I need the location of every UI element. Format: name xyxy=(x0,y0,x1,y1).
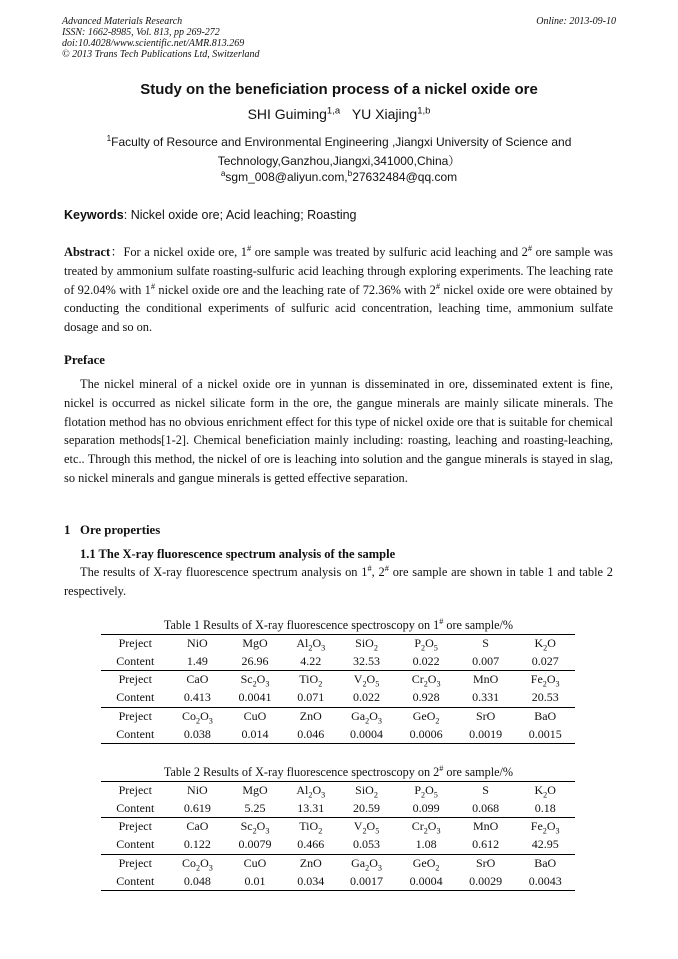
section-number: 1 xyxy=(64,523,71,537)
table-row xyxy=(101,873,575,891)
value-cell: 26.96 xyxy=(225,653,285,671)
table-row xyxy=(101,726,575,744)
abstract-text: ore sample was treated by sulfuric acid leaching and 2 xyxy=(251,245,528,259)
section-text: The results of X-ray fluorescence spectrum analysis on 1 xyxy=(80,565,368,579)
table-row xyxy=(101,671,575,689)
author-1-sup: 1,a xyxy=(326,105,341,117)
online-date: Online: 2013-09-10 xyxy=(536,16,616,27)
compound-cell: CaO xyxy=(186,672,209,687)
table-row xyxy=(101,635,575,653)
compound-cell: SrO xyxy=(475,855,496,870)
section-text: , 2 xyxy=(371,565,385,579)
preface-heading: Preface xyxy=(64,353,105,367)
abstract-text: For a nickel oxide ore, 1 xyxy=(123,245,247,259)
row-label: Preject xyxy=(118,672,152,687)
table-row xyxy=(101,854,575,872)
affiliation-line-1 xyxy=(0,135,678,149)
value-cell: 0.027 xyxy=(515,653,575,671)
compound-cell: $V_2O_5$ xyxy=(353,672,380,689)
value-cell: 0.0004 xyxy=(396,873,456,891)
row-label: Content xyxy=(101,653,170,671)
compound-cell: CaO xyxy=(186,819,209,834)
compound-cell: $Ga_2O_3$ xyxy=(351,708,382,726)
abstract-text: ore sample was treated by ammonium sulfate roasting-sulfuric acid leaching through exploring experiments. The leaching rate of 92.04% with 1 xyxy=(64,245,613,297)
value-cell: 0.01 xyxy=(225,873,285,891)
compound-cell: BaO xyxy=(534,855,557,870)
compound-cell: $Cr_2O_3$ xyxy=(411,672,441,689)
abstract-text: nickel oxide ore and the leaching rate of 72.36% with 2 xyxy=(155,282,436,297)
value-cell: 0.014 xyxy=(225,726,285,744)
value-cell: 0.612 xyxy=(456,836,516,854)
author-2-sup: 1,b xyxy=(417,105,431,117)
table-row xyxy=(101,836,575,854)
value-cell: 0.413 xyxy=(170,689,226,707)
author-line xyxy=(0,106,678,122)
affiliation-sup: 1 xyxy=(106,134,112,143)
compound-cell: $V_2O_5$ xyxy=(353,819,380,836)
paper-title: Study on the beneficiation process of a nickel oxide ore xyxy=(140,81,538,98)
value-cell: 1.49 xyxy=(170,653,226,671)
compound-cell: S xyxy=(456,782,516,800)
compound-cell: $Fe_2O_3$ xyxy=(530,819,560,836)
email-b[interactable]: 27632484@qq.com xyxy=(352,170,458,184)
row-label: Preject xyxy=(118,819,152,834)
compound-cell: MgO xyxy=(225,635,285,653)
ore-marker: # xyxy=(367,562,372,573)
value-cell: 32.53 xyxy=(337,653,397,671)
compound-cell: BaO xyxy=(534,708,557,723)
abstract xyxy=(64,243,613,337)
value-cell: 0.619 xyxy=(170,800,226,818)
issn: ISSN: 1662-8985, Vol. 813, pp 269-272 xyxy=(62,27,220,38)
affiliation-text-1: Faculty of Resource and Environmental Engineering ,Jiangxi University of Science and xyxy=(111,135,572,149)
ore-marker: # xyxy=(439,616,444,626)
ore-marker: # xyxy=(150,280,156,291)
abstract-label: Abstract xyxy=(64,245,111,259)
doi[interactable]: doi:10.4028/www.scientific.net/AMR.813.269 xyxy=(62,38,245,49)
row-label: Preject xyxy=(101,782,170,800)
compound-cell: NiO xyxy=(170,782,226,800)
compound-cell: GeO$_2$ xyxy=(412,855,440,873)
row-label: Preject xyxy=(118,855,152,870)
keywords-text: : Nickel oxide ore; Acid leaching; Roasting xyxy=(123,208,357,222)
row-label: Content xyxy=(101,800,170,818)
value-cell: 20.53 xyxy=(515,689,575,707)
keywords xyxy=(64,208,357,222)
compound-cell: S xyxy=(456,635,516,653)
compound-cell: NiO xyxy=(170,635,226,653)
compound-cell: SrO xyxy=(475,708,496,723)
value-cell: 0.0006 xyxy=(396,726,456,744)
table-row xyxy=(101,818,575,836)
compound-cell: MnO xyxy=(472,819,499,834)
compound-cell: TiO$_2$ xyxy=(299,672,323,689)
value-cell: 0.122 xyxy=(170,836,226,854)
compound-cell: $Sc_2O_3$ xyxy=(240,672,270,689)
ore-marker: # xyxy=(527,242,533,253)
compound-cell: $Al_2O_3$ xyxy=(285,635,337,653)
compound-cell: TiO$_2$ xyxy=(299,819,323,836)
keywords-label: Keywords xyxy=(64,208,124,222)
table-2-caption xyxy=(64,765,613,780)
value-cell: 0.0015 xyxy=(515,726,575,744)
subsection-1-1-heading: 1.1 The X-ray fluorescence spectrum analysis of the sample xyxy=(80,547,396,561)
section-1-1-body xyxy=(64,563,613,601)
compound-cell: MgO xyxy=(225,782,285,800)
abstract-colon: ： xyxy=(110,245,124,259)
value-cell: 0.038 xyxy=(170,726,226,744)
author-emails xyxy=(0,170,678,184)
value-cell: 0.0041 xyxy=(225,689,285,707)
section-1-heading xyxy=(64,523,160,538)
author-1-name: SHI Guiming xyxy=(247,106,327,122)
row-label: Content xyxy=(101,726,170,744)
caption-text: ore sample/% xyxy=(443,618,514,632)
value-cell: 0.022 xyxy=(396,653,456,671)
compound-cell: $K_2O$ xyxy=(515,782,575,800)
value-cell: 0.0079 xyxy=(225,836,285,854)
table-1 xyxy=(101,634,575,744)
value-cell: 0.007 xyxy=(456,653,516,671)
compound-cell: CuO xyxy=(243,708,267,723)
table-row xyxy=(101,782,575,800)
section-title: Ore properties xyxy=(80,523,161,537)
preface-text: The nickel mineral of a nickel oxide ore in yunnan is disseminated in ore, disseminated extent is fine, nickel is occurred as nickel silicate form in the ore, the gangue minerals are mainly silicate minerals. The flotation method has no obvious enrichment effect for this type of nickel oxide ore that is suitable for chemical separation methods[1-2]. Chemical beneficiation mainly including: roasting, leaching and roasting-leaching, etc.. Through this method, the nickel of ore is leaching into solution and the gangue minerals is stayed in slag, so nickel minerals and gangue minerals is getted effective separation. xyxy=(64,377,613,485)
affiliation-line-2: Technology,Ganzhou,Jiangxi,341000,China） xyxy=(217,154,461,168)
caption-text: Table 2 Results of X-ray fluorescence spectroscopy on 2 xyxy=(163,765,440,779)
value-cell: 0.022 xyxy=(337,689,397,707)
compound-cell: CuO xyxy=(243,855,267,870)
table-row xyxy=(101,653,575,671)
compound-cell: $K_2O$ xyxy=(515,635,575,653)
value-cell: 0.099 xyxy=(396,800,456,818)
row-label: Preject xyxy=(101,635,170,653)
value-cell: 0.034 xyxy=(285,873,337,891)
email-b-sup: b xyxy=(347,169,353,178)
value-cell: 0.071 xyxy=(285,689,337,707)
value-cell: 0.331 xyxy=(456,689,516,707)
preface-body xyxy=(64,375,613,488)
compound-cell: ZnO xyxy=(299,855,322,870)
value-cell: 0.0004 xyxy=(337,726,397,744)
email-a[interactable]: sgm_008@aliyun.com, xyxy=(225,170,348,184)
table-2 xyxy=(101,781,575,891)
compound-cell: ZnO xyxy=(299,708,322,723)
value-cell: 0.068 xyxy=(456,800,516,818)
section-text: ore sample are shown in table 1 and table 2 respectively. xyxy=(64,565,614,598)
abstract-text: nickel oxide ore were obtained by conducting the conditional experiments of sulfuric acid concentration, leaching time, ammonium sulfate dosage and so on. xyxy=(64,282,613,335)
row-label: Content xyxy=(101,689,170,707)
author-2-name: YU Xiajing xyxy=(351,106,418,122)
value-cell: 1.08 xyxy=(396,836,456,854)
value-cell: 13.31 xyxy=(285,800,337,818)
email-a-sup: a xyxy=(220,169,226,178)
value-cell: 0.053 xyxy=(337,836,397,854)
ore-marker: # xyxy=(435,280,441,291)
value-cell: 0.0019 xyxy=(456,726,516,744)
value-cell: 0.046 xyxy=(285,726,337,744)
caption-text: Table 1 Results of X-ray fluorescence spectroscopy on 1 xyxy=(163,618,440,632)
compound-cell: $Co_2O_3$ xyxy=(181,708,213,726)
table-row xyxy=(101,707,575,725)
compound-cell: MnO xyxy=(472,672,499,687)
value-cell: 0.928 xyxy=(396,689,456,707)
value-cell: 20.59 xyxy=(337,800,397,818)
value-cell: 5.25 xyxy=(225,800,285,818)
ore-marker: # xyxy=(384,562,389,573)
row-label: Content xyxy=(101,836,170,854)
table-1-caption xyxy=(64,618,613,633)
compound-cell: $Al_2O_3$ xyxy=(285,782,337,800)
copyright: © 2013 Trans Tech Publications Ltd, Switzerland xyxy=(62,49,260,60)
compound-cell: $P_2O_5$ xyxy=(396,635,456,653)
value-cell: 42.95 xyxy=(515,836,575,854)
value-cell: 0.18 xyxy=(515,800,575,818)
value-cell: 0.0029 xyxy=(456,873,516,891)
compound-cell: $Ga_2O_3$ xyxy=(351,855,382,873)
table-row xyxy=(101,689,575,707)
compound-cell: SiO$_2$ xyxy=(337,635,397,653)
table-row xyxy=(101,800,575,818)
compound-cell: SiO$_2$ xyxy=(337,782,397,800)
ore-marker: # xyxy=(247,242,252,253)
caption-text: ore sample/% xyxy=(443,765,514,779)
journal-name: Advanced Materials Research xyxy=(62,16,183,27)
value-cell: 0.0017 xyxy=(337,873,397,891)
value-cell: 0.048 xyxy=(170,873,226,891)
value-cell: 0.466 xyxy=(285,836,337,854)
compound-cell: GeO$_2$ xyxy=(412,708,440,726)
row-label: Content xyxy=(101,873,170,891)
compound-cell: $Cr_2O_3$ xyxy=(411,819,441,836)
row-label: Preject xyxy=(118,708,152,723)
value-cell: 0.0043 xyxy=(515,873,575,891)
ore-marker: # xyxy=(439,763,444,773)
compound-cell: $Sc_2O_3$ xyxy=(240,819,270,836)
compound-cell: $Fe_2O_3$ xyxy=(530,672,560,689)
compound-cell: $Co_2O_3$ xyxy=(181,855,213,873)
value-cell: 4.22 xyxy=(285,653,337,671)
compound-cell: $P_2O_5$ xyxy=(396,782,456,800)
